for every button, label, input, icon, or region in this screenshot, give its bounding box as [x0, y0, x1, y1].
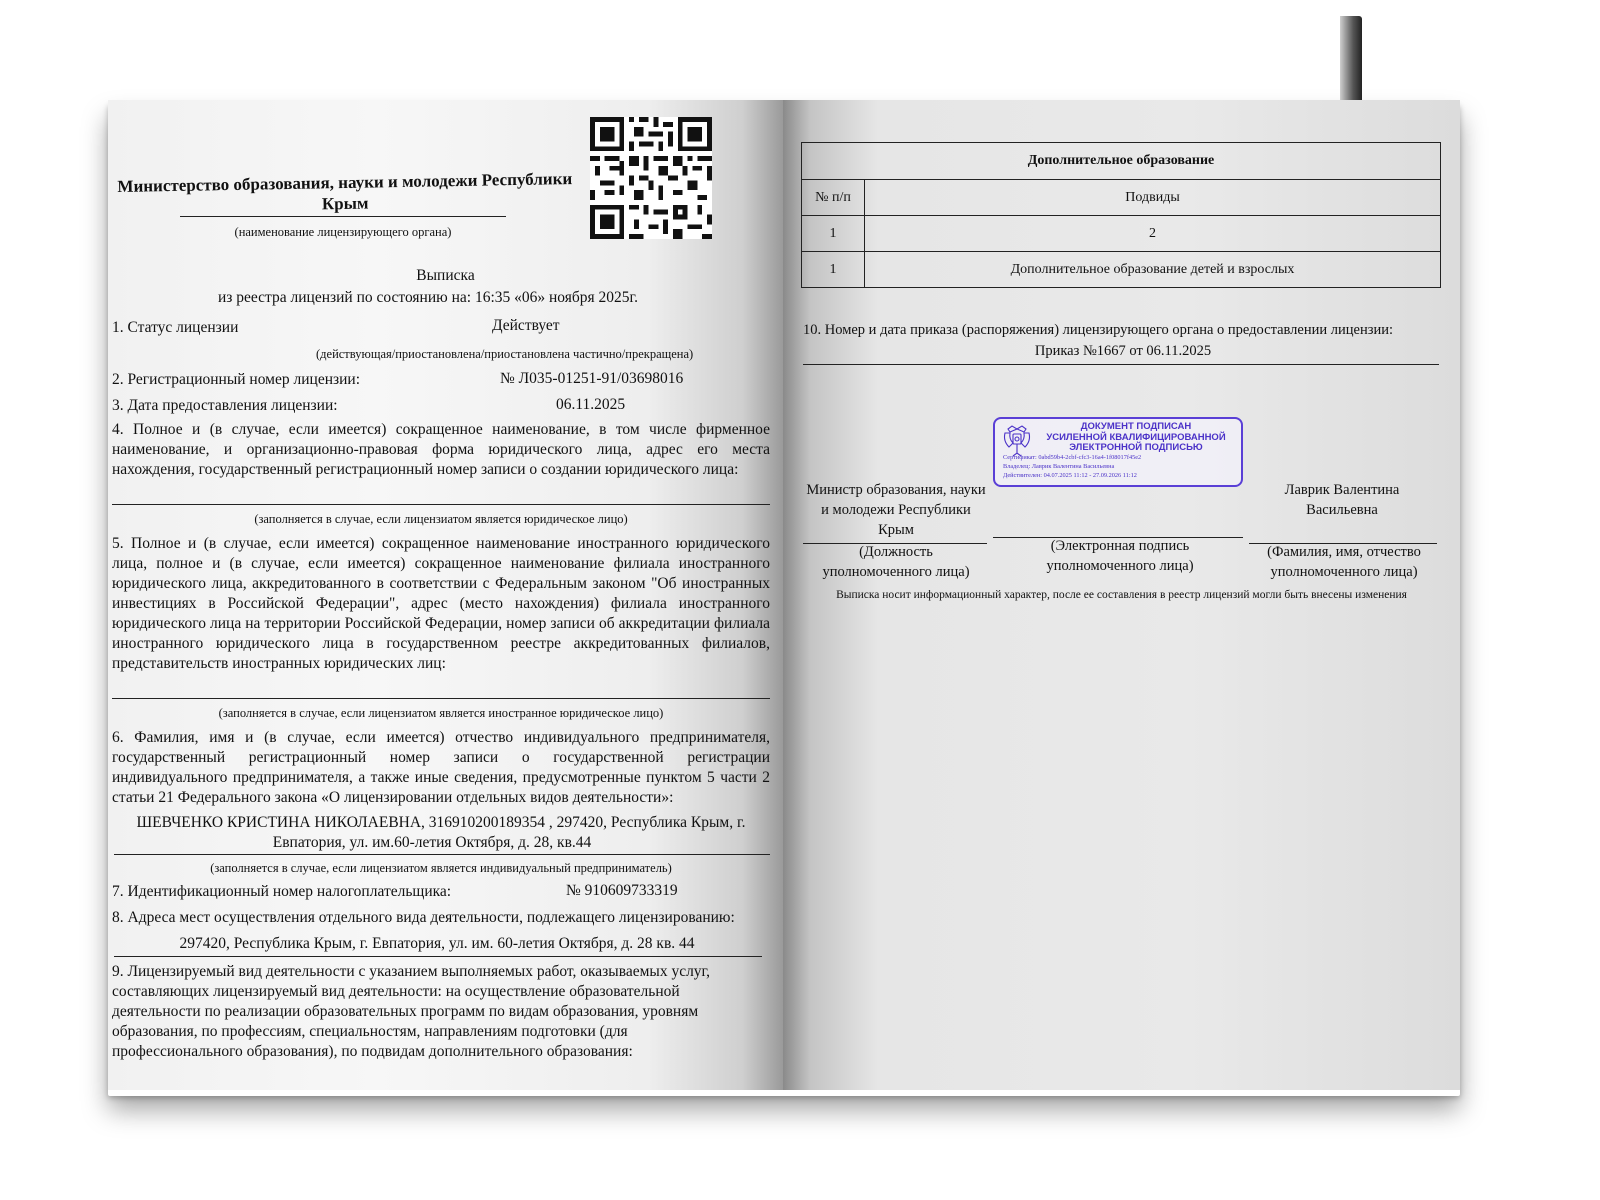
item9-text: 9. Лицензируемый вид деятельности с указанием выполняемых работ, оказываемых услуг, составляющих лицензируемый вид деятельности: на осуществление образовательной деятельности по реализации образовательных программ по видам образования, уровням образования, по профессиям, специальностям, направлениям подготовки (для профессионального образования), по подвидам дополнительного образования: [112, 963, 711, 1060]
item8-underline [114, 956, 762, 957]
column-header-subtypes: Подвиды [865, 180, 1441, 216]
item10-underline [803, 364, 1439, 365]
electronic-signature-stamp [993, 417, 1243, 487]
open-booklet [108, 100, 1460, 1090]
table-row [802, 216, 1441, 252]
left-page [108, 100, 783, 1090]
stamp-line2: УСИЛЕННОЙ КВАЛИФИЦИРОВАННОЙ [1046, 431, 1226, 443]
authority-caption: (наименование лицензирующего органа) [234, 225, 452, 239]
right-page [783, 100, 1460, 1090]
item4-caption: (заполняется в случае, если лицензиатом является юридическое лицо) [254, 512, 628, 526]
item5-blank-line [112, 698, 770, 699]
stamp-validity: Действителен: 04.07.2025 11:12 - 27.09.2026 11:12 [1003, 472, 1137, 479]
item8-label: 8. Адреса мест осуществления отдельного вида деятельности, подлежащего лицензированию: [112, 909, 735, 926]
license-date: 06.11.2025 [556, 396, 626, 413]
item10-label: 10. Номер и дата приказа (распоряжения) лицензирующего органа о предоставлении лицензии: [803, 322, 1393, 338]
caption-signature [997, 536, 1243, 576]
entrepreneur-details-line1: ШЕВЧЕНКО КРИСТИНА НИКОЛАЕВНА, 316910200189354 , 297420, Республика Крым, г. [136, 814, 746, 831]
signer-position-line3: Крым [878, 522, 914, 538]
table-title: Дополнительное образование [802, 143, 1441, 180]
activity-address: 297420, Республика Крым, г. Евпатория, ул. им. 60-летия Октября, д. 28 кв. 44 [179, 935, 695, 952]
licensing-authority-name: Министерство образования, науки и молодежи Республики Крым [117, 169, 573, 214]
caption-name-line1: (Фамилия, имя, отчество [1267, 544, 1421, 560]
signer-position-line1: Министр образования, науки [806, 482, 986, 498]
item2-label: 2. Регистрационный номер лицензии: [112, 371, 361, 388]
signer-position-line2: и молодежи Республики [821, 502, 971, 518]
item6-caption: (заполняется в случае, если лицензиатом является индивидуальный предприниматель) [210, 861, 672, 875]
registration-number: № Л035-01251-91/03698016 [500, 370, 684, 387]
caption-name-line2: уполномоченного лица) [1270, 564, 1418, 580]
order-number: Приказ №1667 от 06.11.2025 [1034, 343, 1212, 359]
caption-signature-line2: уполномоченного лица) [1046, 558, 1194, 574]
item3-label: 3. Дата предоставления лицензии: [112, 397, 338, 414]
additional-education-table [801, 142, 1441, 288]
stamp-owner: Владелец: Лаврик Валентина Васильевна [1003, 463, 1115, 470]
caption-position-line2: уполномоченного лица) [822, 564, 970, 580]
stamp-heading [1035, 422, 1237, 454]
item5-caption: (заполняется в случае, если лицензиатом является иностранное юридическое лицо) [218, 706, 664, 720]
caption-signature-line1: (Электронная подпись [1050, 538, 1190, 554]
stamp-line3: ЭЛЕКТРОННОЙ ПОДПИСЬЮ [1069, 442, 1203, 453]
signer-position [801, 480, 991, 540]
signer-name-line1: Лаврик Валентина [1284, 482, 1400, 498]
caption-position [801, 542, 991, 582]
item5-text: 5. Полное и (в случае, если имеется) сокращенное наименование иностранного юридического лица, полное и (в случае, если имеется) сокращенное наименование филиала иностранного юридического лица, аккредитованного в соответствии с Федеральным законом "Об иностранных инвестициях в Российской Федерации", адрес (место нахождения) филиала иностранного юридического лица на территории Российской Федерации, номер записи об аккредитации филиала иностранного юридического лица в государственном реестре аккредитованных филиалов, представительств иностранных юридических лиц: [112, 535, 770, 672]
entrepreneur-details-line2: Евпатория, ул. им.60-летия Октября, д. 28, кв.44 [272, 834, 592, 851]
item6-underline [114, 854, 770, 855]
caption-name [1247, 542, 1441, 582]
disclaimer: Выписка носит информационный характер, после ее составления в реестр лицензий могли быть внесены изменения [836, 589, 1407, 601]
license-status: Действует [492, 317, 560, 334]
item4-text: 4. Полное и (в случае, если имеется) сокращенное наименование, в том числе фирменное наименование, и организационно-правовая форма юридического лица, адрес его места нахождения, государственный регистрационный номер записи о создании юридического лица: [112, 421, 770, 478]
qr-code [590, 114, 712, 242]
signer-name-line2: Васильевна [1306, 502, 1378, 518]
stamp-line1: ДОКУМЕНТ ПОДПИСАН [1080, 421, 1192, 432]
row-subtype: Дополнительное образование детей и взрослых [865, 252, 1441, 288]
stamp-certificate: Сертификат: 0abd59b4-2cbf-cfc3-16a4-1f08017f45e2 [1003, 454, 1142, 461]
status-caption: (действующая/приостановлена/приостановлена частично/прекращена) [316, 347, 694, 361]
item4-blank-line [112, 504, 770, 505]
taxpayer-id: № 910609733319 [566, 882, 678, 899]
item1-label: 1. Статус лицензии [112, 319, 239, 336]
item6-text: 6. Фамилия, имя и (в случае, если имеется) отчество индивидуального предпринимателя, государственный регистрационный номер записи о государственной регистрации индивидуального предпринимателя, а также иные сведения, предусмотренные пунктом 5 части 2 статьи 21 Федерального закона «О лицензировании отдельных видов деятельности»: [112, 729, 770, 806]
item7-label: 7. Идентификационный номер налогоплательщика: [112, 883, 452, 900]
signer-name [1247, 480, 1437, 520]
row-number: 1 [802, 252, 865, 288]
column-header-number: № п/п [802, 180, 865, 216]
row-subtype: 2 [865, 216, 1441, 252]
authority-underline [180, 216, 506, 217]
table-row [802, 252, 1441, 288]
row-number: 1 [802, 216, 865, 252]
caption-position-line1: (Должность [859, 544, 933, 560]
extract-title: Выписка [416, 267, 475, 284]
extract-subtitle: из реестра лицензий по состоянию на: 16:35 «06» ноября 2025г. [217, 289, 639, 306]
